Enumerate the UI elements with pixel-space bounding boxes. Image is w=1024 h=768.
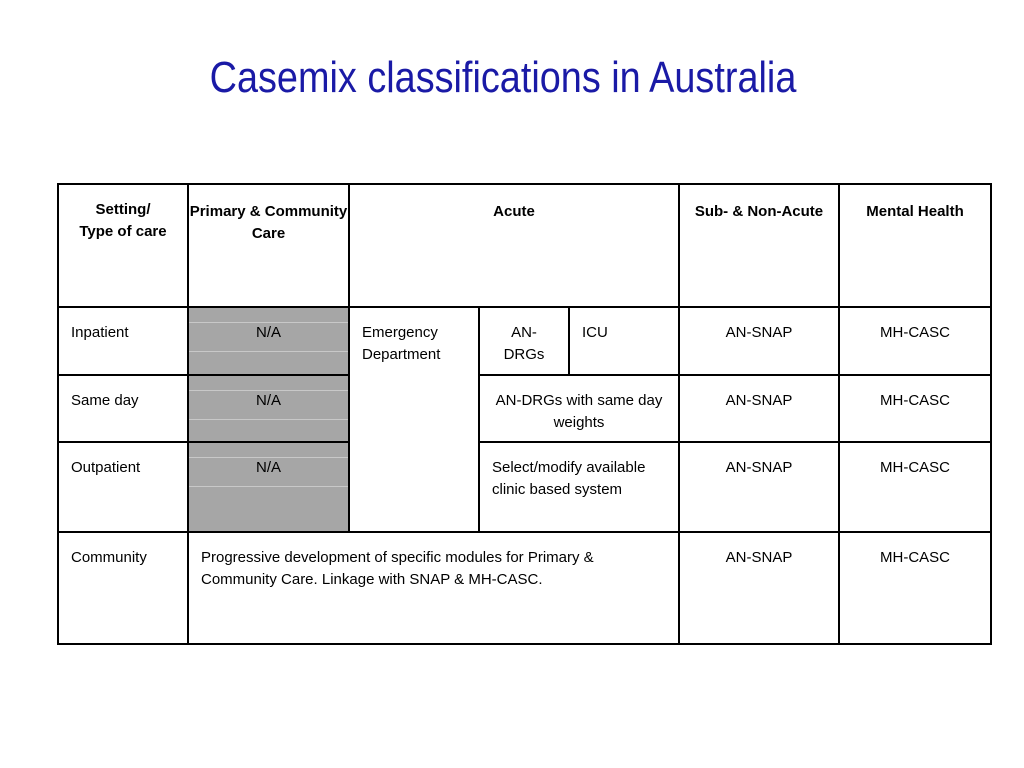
sub-acute-outpatient: AN-SNAP	[679, 442, 839, 532]
primary-na-same-day-text: N/A	[255, 392, 281, 409]
setting-outpatient: Outpatient	[58, 442, 188, 532]
setting-same-day: Same day	[58, 375, 188, 442]
header-mental-health: Mental Health	[839, 184, 991, 307]
header-row	[58, 184, 991, 307]
sub-acute-community: AN-SNAP	[679, 532, 839, 644]
casemix-table	[57, 183, 992, 645]
mental-health-outpatient: MH-CASC	[839, 442, 991, 532]
table-row-community	[58, 532, 991, 644]
header-setting-line1: Setting/	[95, 201, 151, 218]
primary-na-inpatient-text: N/A	[255, 324, 281, 341]
community-primary-acute: Progressive development of specific modules for Primary & Community Care. Linkage with SNAP & MH-CASC.	[188, 532, 679, 644]
icu-cell: ICU	[569, 307, 679, 375]
header-setting-line2: Type of care	[79, 223, 167, 240]
primary-na-outpatient-text: N/A	[255, 459, 281, 476]
primary-na-inpatient	[188, 307, 349, 375]
acute-same-day: AN-DRGs with same day weights	[479, 375, 679, 442]
sub-acute-inpatient: AN-SNAP	[679, 307, 839, 375]
emergency-department-cell: Emergency Department	[349, 307, 479, 532]
an-drgs-cell: AN-DRGs	[479, 307, 569, 375]
header-primary-community: Primary & Community Care	[188, 184, 349, 307]
na-stripe	[189, 486, 348, 487]
mental-health-inpatient: MH-CASC	[839, 307, 991, 375]
mental-health-community: MH-CASC	[839, 532, 991, 644]
table-row-outpatient	[58, 442, 991, 532]
mental-health-same-day: MH-CASC	[839, 375, 991, 442]
primary-na-outpatient	[188, 442, 349, 532]
header-sub-non-acute: Sub- & Non-Acute	[679, 184, 839, 307]
setting-inpatient: Inpatient	[58, 307, 188, 375]
sub-acute-same-day: AN-SNAP	[679, 375, 839, 442]
header-setting-cell	[58, 184, 188, 307]
table-row-same-day	[58, 375, 991, 442]
na-stripe	[189, 351, 348, 352]
na-stripe	[189, 419, 348, 420]
setting-community: Community	[58, 532, 188, 644]
primary-na-same-day	[188, 375, 349, 442]
acute-outpatient: Select/modify available clinic based system	[479, 442, 679, 532]
header-acute: Acute	[349, 184, 679, 307]
table-row-inpatient	[58, 307, 991, 375]
slide-title: Casemix classifications in Australia	[209, 53, 797, 102]
